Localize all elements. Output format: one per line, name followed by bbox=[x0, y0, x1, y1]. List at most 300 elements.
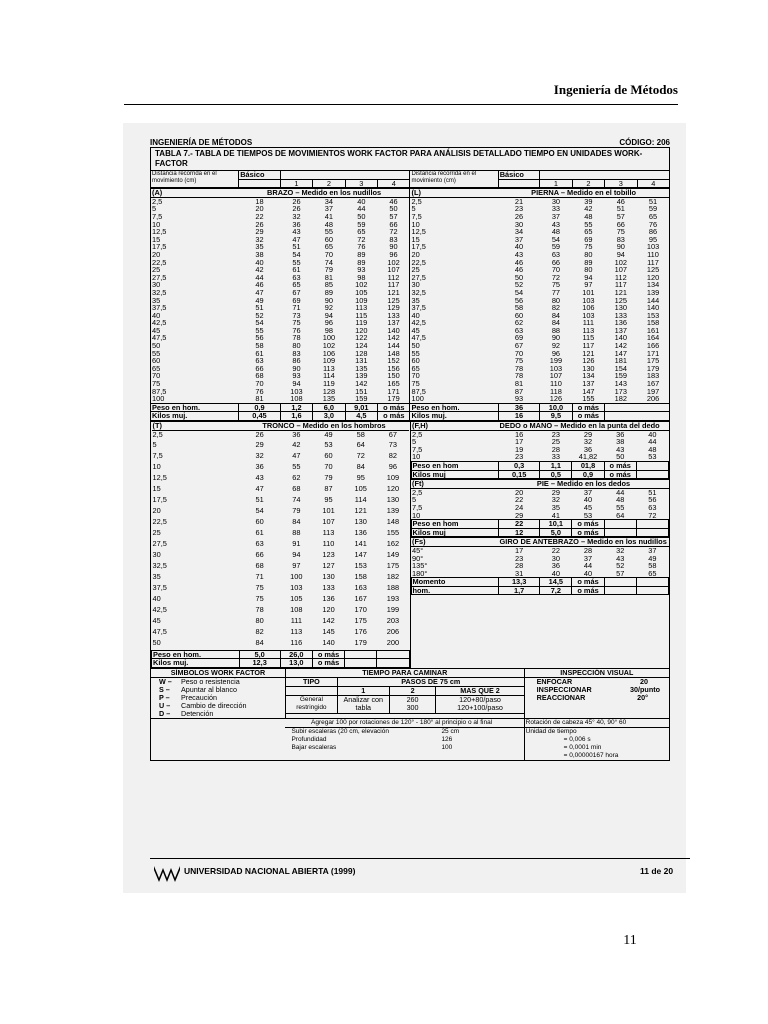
arm-value: 81 bbox=[255, 394, 264, 404]
arm-value: 80 bbox=[292, 341, 301, 351]
trunk-distance: 47,5 bbox=[152, 627, 167, 637]
finger-value: 29 bbox=[583, 429, 593, 439]
walk-row-2b: 300 bbox=[406, 703, 419, 713]
symbol-code: W – bbox=[159, 676, 172, 686]
trunk-value: 94 bbox=[292, 550, 301, 560]
finger-value: 19 bbox=[515, 444, 524, 454]
una-logo-icon bbox=[154, 862, 180, 882]
trunk-value: 120 bbox=[322, 605, 335, 615]
stairs-up-value: 25 cm bbox=[441, 727, 460, 735]
finger-peso: 01,8 bbox=[572, 461, 604, 470]
trunk-value: 148 bbox=[386, 517, 400, 527]
trunk-label: TRONCO – Medido en los hombros bbox=[262, 421, 386, 430]
leg-value: 65 bbox=[584, 227, 593, 237]
arm-value: 113 bbox=[355, 303, 368, 313]
leg-value: 66 bbox=[551, 257, 561, 267]
leg-value: 130 bbox=[582, 363, 595, 373]
trunk-value: 130 bbox=[354, 517, 367, 527]
foot-kilos: o más bbox=[572, 528, 604, 537]
arm-value: 117 bbox=[387, 280, 400, 290]
forearm-value: 49 bbox=[648, 553, 657, 563]
finger-kilos: Kilos muj bbox=[411, 470, 499, 479]
arm-value: 46 bbox=[255, 280, 264, 290]
leg-value: 126 bbox=[549, 394, 563, 404]
trunk-value: 182 bbox=[386, 572, 400, 582]
leg-label: PIERNA – Medido en el tobillo bbox=[531, 188, 637, 198]
trunk-value: 79 bbox=[324, 473, 333, 483]
leg-distance: 22,5 bbox=[410, 259, 498, 267]
foot-label: PIE – Medido en los dedos bbox=[536, 479, 631, 489]
arm-value: 54 bbox=[292, 249, 301, 259]
arm-value: 92 bbox=[324, 303, 333, 313]
leg-value: 54 bbox=[551, 234, 561, 244]
visual-enfocar: ENFOCAR bbox=[536, 676, 573, 686]
trunk-value: 84 bbox=[356, 462, 365, 472]
trunk-value: 87 bbox=[324, 484, 333, 494]
trunk-value: 101 bbox=[322, 506, 335, 516]
leg-value: 33 bbox=[551, 204, 561, 214]
stairs-down-value: 100 bbox=[441, 743, 453, 751]
leg-distance: 30 bbox=[410, 281, 498, 289]
finger-value: 23 bbox=[515, 452, 524, 462]
trunk-value: 167 bbox=[354, 594, 367, 604]
arm-value: 94 bbox=[292, 379, 301, 389]
arm-distance: 55 bbox=[152, 348, 161, 358]
arm-kilos: Kilos muj. bbox=[151, 412, 239, 421]
arm-value: 96 bbox=[389, 249, 398, 259]
col-3: 3 bbox=[345, 179, 377, 188]
leg-value: 155 bbox=[582, 394, 595, 404]
leg-value: 199 bbox=[549, 356, 563, 366]
leg-value: 30 bbox=[514, 219, 524, 229]
trunk-value: 68 bbox=[255, 561, 264, 571]
arm-value: 70 bbox=[324, 249, 333, 259]
arm-code: (A) bbox=[152, 188, 163, 198]
leg-value: 57 bbox=[616, 211, 625, 221]
trunk-distance: 30 bbox=[152, 550, 161, 560]
arm-value: 128 bbox=[355, 348, 368, 358]
trunk-value: 147 bbox=[354, 550, 367, 560]
arm-value: 54 bbox=[255, 318, 264, 328]
arm-value: 47 bbox=[292, 234, 301, 244]
leg-value: 140 bbox=[646, 303, 660, 313]
trunk-distance: 40 bbox=[152, 594, 161, 604]
finger-kilos: 0,5 bbox=[540, 470, 572, 479]
trunk-value: 82 bbox=[388, 451, 398, 461]
arm-value: 90 bbox=[389, 242, 398, 252]
leg-value: 167 bbox=[646, 379, 660, 389]
leg-distance: 55 bbox=[410, 350, 498, 358]
trunk-value: 145 bbox=[322, 627, 335, 637]
arm-value: 81 bbox=[324, 272, 333, 282]
arm-distance: 35 bbox=[152, 295, 161, 305]
leg-value: 158 bbox=[646, 318, 660, 328]
walk-row-type: General restringido bbox=[285, 696, 337, 714]
leg-value: 58 bbox=[514, 303, 524, 313]
trunk-kilos: Kilos muj. bbox=[152, 659, 240, 668]
arm-value: 52 bbox=[255, 310, 264, 320]
leg-value: 107 bbox=[614, 265, 627, 275]
leg-distance: 70 bbox=[410, 372, 498, 380]
page-number: 11 bbox=[623, 933, 637, 948]
leg-value: 92 bbox=[551, 341, 561, 351]
leg-value: 39 bbox=[584, 196, 593, 206]
rotation-note: Agregar 100 por rotaciones de 120° - 180° al principio o al final bbox=[151, 718, 525, 727]
arm-peso: Peso en hom. bbox=[151, 403, 239, 412]
leg-value: 65 bbox=[648, 211, 658, 221]
arm-value: 112 bbox=[387, 272, 400, 282]
arm-value: 55 bbox=[292, 257, 301, 267]
trunk-value: 110 bbox=[322, 539, 335, 549]
trunk-value: 158 bbox=[354, 572, 367, 582]
arm-value: 75 bbox=[292, 318, 301, 328]
finger-value: 25 bbox=[551, 437, 560, 447]
trunk-value: 136 bbox=[322, 594, 335, 604]
leg-value: 82 bbox=[551, 303, 561, 313]
leg-value: 59 bbox=[551, 242, 561, 252]
finger-peso: 0,3 bbox=[499, 461, 540, 470]
arm-value: 129 bbox=[387, 303, 400, 313]
leg-value: 136 bbox=[614, 318, 627, 328]
leg-value: 126 bbox=[582, 356, 595, 366]
leg-value: 48 bbox=[584, 211, 593, 221]
arm-peso: 9,01 bbox=[345, 403, 377, 412]
forearm-value: 65 bbox=[648, 568, 657, 578]
arm-value: 68 bbox=[255, 371, 264, 381]
arm-value: 142 bbox=[387, 333, 400, 343]
leg-value: 48 bbox=[551, 227, 561, 237]
finger-value: 36 bbox=[616, 429, 625, 439]
arm-kilos: 1,6 bbox=[280, 412, 312, 421]
leg-value: 54 bbox=[514, 287, 524, 297]
trunk-value: 36 bbox=[292, 429, 301, 439]
leg-value: 93 bbox=[514, 394, 524, 404]
visual-reaccionar: REACCIONAR bbox=[536, 692, 586, 702]
leg-value: 56 bbox=[514, 295, 524, 305]
trunk-value: 153 bbox=[354, 561, 367, 571]
arm-value: 44 bbox=[255, 272, 264, 282]
finger-distance: 2,5 bbox=[412, 429, 423, 439]
leg-value: 81 bbox=[514, 379, 524, 389]
leg-value: 153 bbox=[646, 310, 660, 320]
arm-value: 137 bbox=[387, 318, 400, 328]
trunk-value: 105 bbox=[290, 594, 303, 604]
finger-kilos: 0,9 bbox=[572, 470, 604, 479]
arm-value: 78 bbox=[292, 333, 301, 343]
arm-value: 66 bbox=[255, 363, 264, 373]
foot-value: 48 bbox=[616, 495, 625, 505]
trunk-distance: 15 bbox=[152, 484, 161, 494]
finger-distance: 10 bbox=[412, 452, 421, 462]
arm-value: 36 bbox=[292, 219, 301, 229]
arm-distance: 17,5 bbox=[152, 242, 167, 252]
arm-value: 48 bbox=[324, 219, 333, 229]
finger-distance: 7,5 bbox=[412, 444, 423, 454]
foot-distance: 10 bbox=[412, 510, 421, 520]
arm-distance: 27,5 bbox=[152, 272, 167, 282]
foot-value: 55 bbox=[616, 502, 625, 512]
leg-value: 143 bbox=[614, 379, 627, 389]
leg-value: 101 bbox=[582, 287, 595, 297]
arm-value: 171 bbox=[387, 386, 400, 396]
trunk-value: 95 bbox=[356, 473, 365, 483]
trunk-distance: 10 bbox=[152, 462, 161, 472]
forearm-momento: 14,5 bbox=[540, 578, 572, 587]
trunk-value: 49 bbox=[324, 429, 333, 439]
trunk-peso: 26,0 bbox=[280, 650, 312, 659]
symbol-meaning: Precaución bbox=[181, 692, 217, 702]
trunk-code: (T) bbox=[152, 421, 162, 430]
trunk-kilos: o más bbox=[312, 659, 344, 668]
arm-value: 35 bbox=[255, 242, 264, 252]
arm-value: 109 bbox=[355, 295, 368, 305]
foot-value: 32 bbox=[551, 495, 560, 505]
foot-value: 45 bbox=[583, 502, 593, 512]
leg-value: 63 bbox=[551, 249, 561, 259]
arm-value: 148 bbox=[387, 348, 400, 358]
leg-distance: 50 bbox=[410, 342, 498, 350]
trunk-value: 109 bbox=[386, 473, 400, 483]
arm-distance: 30 bbox=[152, 280, 161, 290]
finger-value: 41,82 bbox=[578, 452, 598, 462]
trunk-value: 188 bbox=[386, 583, 400, 593]
forearm-value: 23 bbox=[515, 553, 524, 563]
trunk-value: 200 bbox=[386, 638, 400, 648]
trunk-value: 51 bbox=[255, 495, 264, 505]
arm-value: 98 bbox=[357, 272, 366, 282]
trunk-distance: 2,5 bbox=[152, 429, 163, 439]
leg-value: 117 bbox=[647, 257, 659, 267]
leg-value: 75 bbox=[551, 280, 561, 290]
arm-value: 103 bbox=[290, 386, 303, 396]
basic-header: Básico bbox=[498, 171, 540, 180]
symbol-code: S – bbox=[159, 684, 170, 694]
col-4: 4 bbox=[637, 179, 669, 188]
trunk-distance: 17,5 bbox=[152, 495, 167, 505]
arm-value: 70 bbox=[255, 379, 264, 389]
leg-value: 72 bbox=[551, 272, 561, 282]
leg-value: 111 bbox=[582, 318, 594, 328]
finger-table bbox=[411, 422, 670, 479]
arm-value: 34 bbox=[324, 196, 333, 206]
col-4: 4 bbox=[378, 179, 410, 188]
leg-value: 110 bbox=[550, 379, 562, 389]
trunk-value: 36 bbox=[255, 462, 264, 472]
arm-value: 100 bbox=[322, 333, 336, 343]
symbol-item bbox=[159, 702, 284, 710]
leg-value: 107 bbox=[549, 371, 563, 381]
forearm-value: 36 bbox=[551, 561, 560, 571]
leg-value: 55 bbox=[584, 219, 593, 229]
leg-value: 70 bbox=[514, 348, 524, 358]
symbol-code: D – bbox=[159, 708, 171, 718]
leg-value: 69 bbox=[584, 234, 593, 244]
leg-value: 80 bbox=[551, 295, 561, 305]
arm-value: 93 bbox=[357, 265, 366, 275]
arm-value: 102 bbox=[355, 280, 368, 290]
stairs-down: Bajar escaleras bbox=[291, 743, 337, 751]
foot-peso: 10,1 bbox=[540, 520, 572, 529]
trunk-value: 95 bbox=[324, 495, 333, 505]
finger-value: 48 bbox=[648, 444, 657, 454]
trunk-value: 163 bbox=[354, 583, 367, 593]
leg-value: 46 bbox=[514, 265, 524, 275]
foot-value: 51 bbox=[648, 487, 657, 497]
trunk-value: 91 bbox=[292, 539, 301, 549]
arm-distance: 22,5 bbox=[152, 257, 167, 267]
col-2: 2 bbox=[572, 179, 604, 188]
forearm-value: 37 bbox=[648, 545, 657, 555]
arm-value: 83 bbox=[389, 234, 398, 244]
leg-value: 117 bbox=[614, 280, 627, 290]
arm-distance: 60 bbox=[152, 356, 161, 366]
finger-value: 36 bbox=[583, 444, 593, 454]
forearm-table bbox=[411, 537, 670, 595]
trunk-distance: 25 bbox=[152, 528, 161, 538]
trunk-value: 88 bbox=[292, 528, 301, 538]
foot-value: 64 bbox=[616, 510, 625, 520]
leg-value: 125 bbox=[646, 265, 660, 275]
arm-kilos: o más bbox=[378, 412, 410, 421]
trunk-kilos: 13,0 bbox=[280, 659, 312, 668]
arm-peso: 1,2 bbox=[280, 403, 312, 412]
trunk-value: 193 bbox=[386, 594, 400, 604]
trunk-value: 149 bbox=[386, 550, 400, 560]
trunk-value: 114 bbox=[354, 495, 367, 505]
arm-label: BRAZO – Medido en los nudillos bbox=[267, 188, 382, 198]
foot-distance: 5 bbox=[412, 495, 417, 505]
leg-value: 147 bbox=[614, 348, 627, 358]
arm-value: 20 bbox=[255, 204, 264, 214]
forearm-distance: 135° bbox=[412, 561, 428, 571]
arm-distance: 32,5 bbox=[152, 287, 167, 297]
arm-value: 47 bbox=[255, 287, 264, 297]
finger-value: 33 bbox=[551, 452, 560, 462]
leg-value: 66 bbox=[616, 219, 625, 229]
leg-value: 75 bbox=[616, 227, 625, 237]
arm-value: 113 bbox=[322, 363, 335, 373]
leg-value: 69 bbox=[514, 333, 524, 343]
leg-value: 103 bbox=[646, 242, 660, 252]
trunk-distance: 45 bbox=[152, 616, 161, 626]
leg-value: 94 bbox=[616, 249, 625, 259]
trunk-value: 176 bbox=[354, 627, 367, 637]
trunk-value: 103 bbox=[290, 583, 303, 593]
foot-peso: o más bbox=[572, 520, 604, 529]
trunk-value: 71 bbox=[255, 572, 264, 582]
leg-value: 183 bbox=[646, 371, 660, 381]
finger-peso: 1,1 bbox=[540, 461, 572, 470]
finger-value: 50 bbox=[616, 452, 625, 462]
symbol-meaning: Cambio de dirección bbox=[181, 700, 247, 710]
arm-value: 60 bbox=[324, 234, 333, 244]
leg-distance: 2,5 bbox=[410, 197, 498, 205]
column-header bbox=[150, 170, 670, 188]
arm-distance: 10 bbox=[152, 219, 161, 229]
arm-value: 41 bbox=[324, 211, 333, 221]
leg-value: 133 bbox=[614, 310, 627, 320]
leg-value: 103 bbox=[582, 310, 595, 320]
leg-value: 134 bbox=[582, 371, 595, 381]
arm-value: 66 bbox=[389, 219, 398, 229]
foot-value: 56 bbox=[648, 495, 657, 505]
leg-distance: 65 bbox=[410, 365, 498, 373]
arm-value: 115 bbox=[355, 310, 368, 320]
foot-value: 29 bbox=[515, 510, 524, 520]
trunk-value: 113 bbox=[290, 627, 303, 637]
arm-value: 50 bbox=[389, 204, 398, 214]
forearm-value: 40 bbox=[551, 568, 560, 578]
symbol-item bbox=[159, 686, 284, 694]
leg-value: 103 bbox=[549, 363, 563, 373]
table-title: TABLA 7.- TABLA DE TIEMPOS DE MOVIMIENTOS WORK FACTOR PARA ANÁLISIS DETALLADO TIEMPO EN UNIDADES WORK-FACTOR bbox=[150, 148, 670, 170]
trunk-value: 121 bbox=[354, 506, 367, 516]
walk-col-3: MAS QUE 2 bbox=[436, 687, 524, 696]
trunk-distance: 50 bbox=[152, 638, 161, 648]
leg-kilos: 16 bbox=[498, 412, 540, 421]
leg-value: 166 bbox=[646, 341, 660, 351]
arm-distance: 7,5 bbox=[152, 211, 163, 221]
leg-value: 75 bbox=[514, 356, 524, 366]
arm-value: 72 bbox=[357, 234, 366, 244]
arm-value: 55 bbox=[255, 325, 264, 335]
trunk-value: 47 bbox=[255, 484, 264, 494]
foot-code: (Ft) bbox=[412, 479, 424, 489]
stairs-up: Subir escaleras (20 cm, elevación bbox=[291, 727, 389, 735]
trunk-value: 141 bbox=[354, 539, 367, 549]
visual-inspeccionar: INSPECCIONAR bbox=[536, 684, 592, 694]
finger-value: 38 bbox=[616, 437, 625, 447]
arm-value: 133 bbox=[387, 310, 400, 320]
trunk-value: 70 bbox=[324, 462, 333, 472]
trunk-value: 105 bbox=[354, 484, 367, 494]
leg-distance: 37,5 bbox=[410, 304, 498, 312]
trunk-value: 58 bbox=[356, 429, 365, 439]
trunk-value: 203 bbox=[386, 616, 400, 626]
header-rule bbox=[124, 104, 678, 105]
time-unit-s: = 0,006 s bbox=[563, 735, 591, 743]
arm-distance: 37,5 bbox=[152, 303, 167, 313]
trunk-value: 75 bbox=[255, 583, 264, 593]
arm-value: 122 bbox=[355, 333, 368, 343]
arm-value: 85 bbox=[324, 280, 333, 290]
arm-distance: 100 bbox=[152, 394, 165, 404]
leg-value: 147 bbox=[582, 386, 595, 396]
arm-value: 42 bbox=[255, 265, 264, 275]
leg-value: 94 bbox=[584, 272, 593, 282]
walk-row-2a: 260 bbox=[406, 695, 419, 705]
arm-value: 89 bbox=[357, 249, 366, 259]
leg-distance: 5 bbox=[410, 205, 498, 213]
trunk-distance: 32,5 bbox=[152, 561, 167, 571]
trunk-value: 53 bbox=[324, 440, 333, 450]
arm-value: 179 bbox=[387, 394, 400, 404]
trunk-distance: 42,5 bbox=[152, 605, 167, 615]
arm-peso: 6,0 bbox=[313, 403, 345, 412]
leg-value: 76 bbox=[648, 219, 658, 229]
arm-value: 150 bbox=[387, 371, 400, 381]
leg-value: 175 bbox=[646, 356, 660, 366]
trunk-value: 26 bbox=[255, 429, 264, 439]
arm-value: 29 bbox=[255, 227, 264, 237]
arm-distance: 42,5 bbox=[152, 318, 167, 328]
leg-value: 90 bbox=[616, 242, 625, 252]
arm-value: 74 bbox=[324, 257, 333, 267]
leg-distance: 32,5 bbox=[410, 289, 498, 297]
walk-row-3b: 120+100/paso bbox=[457, 703, 503, 713]
arm-value: 105 bbox=[355, 287, 368, 297]
trunk-value: 111 bbox=[290, 616, 302, 626]
